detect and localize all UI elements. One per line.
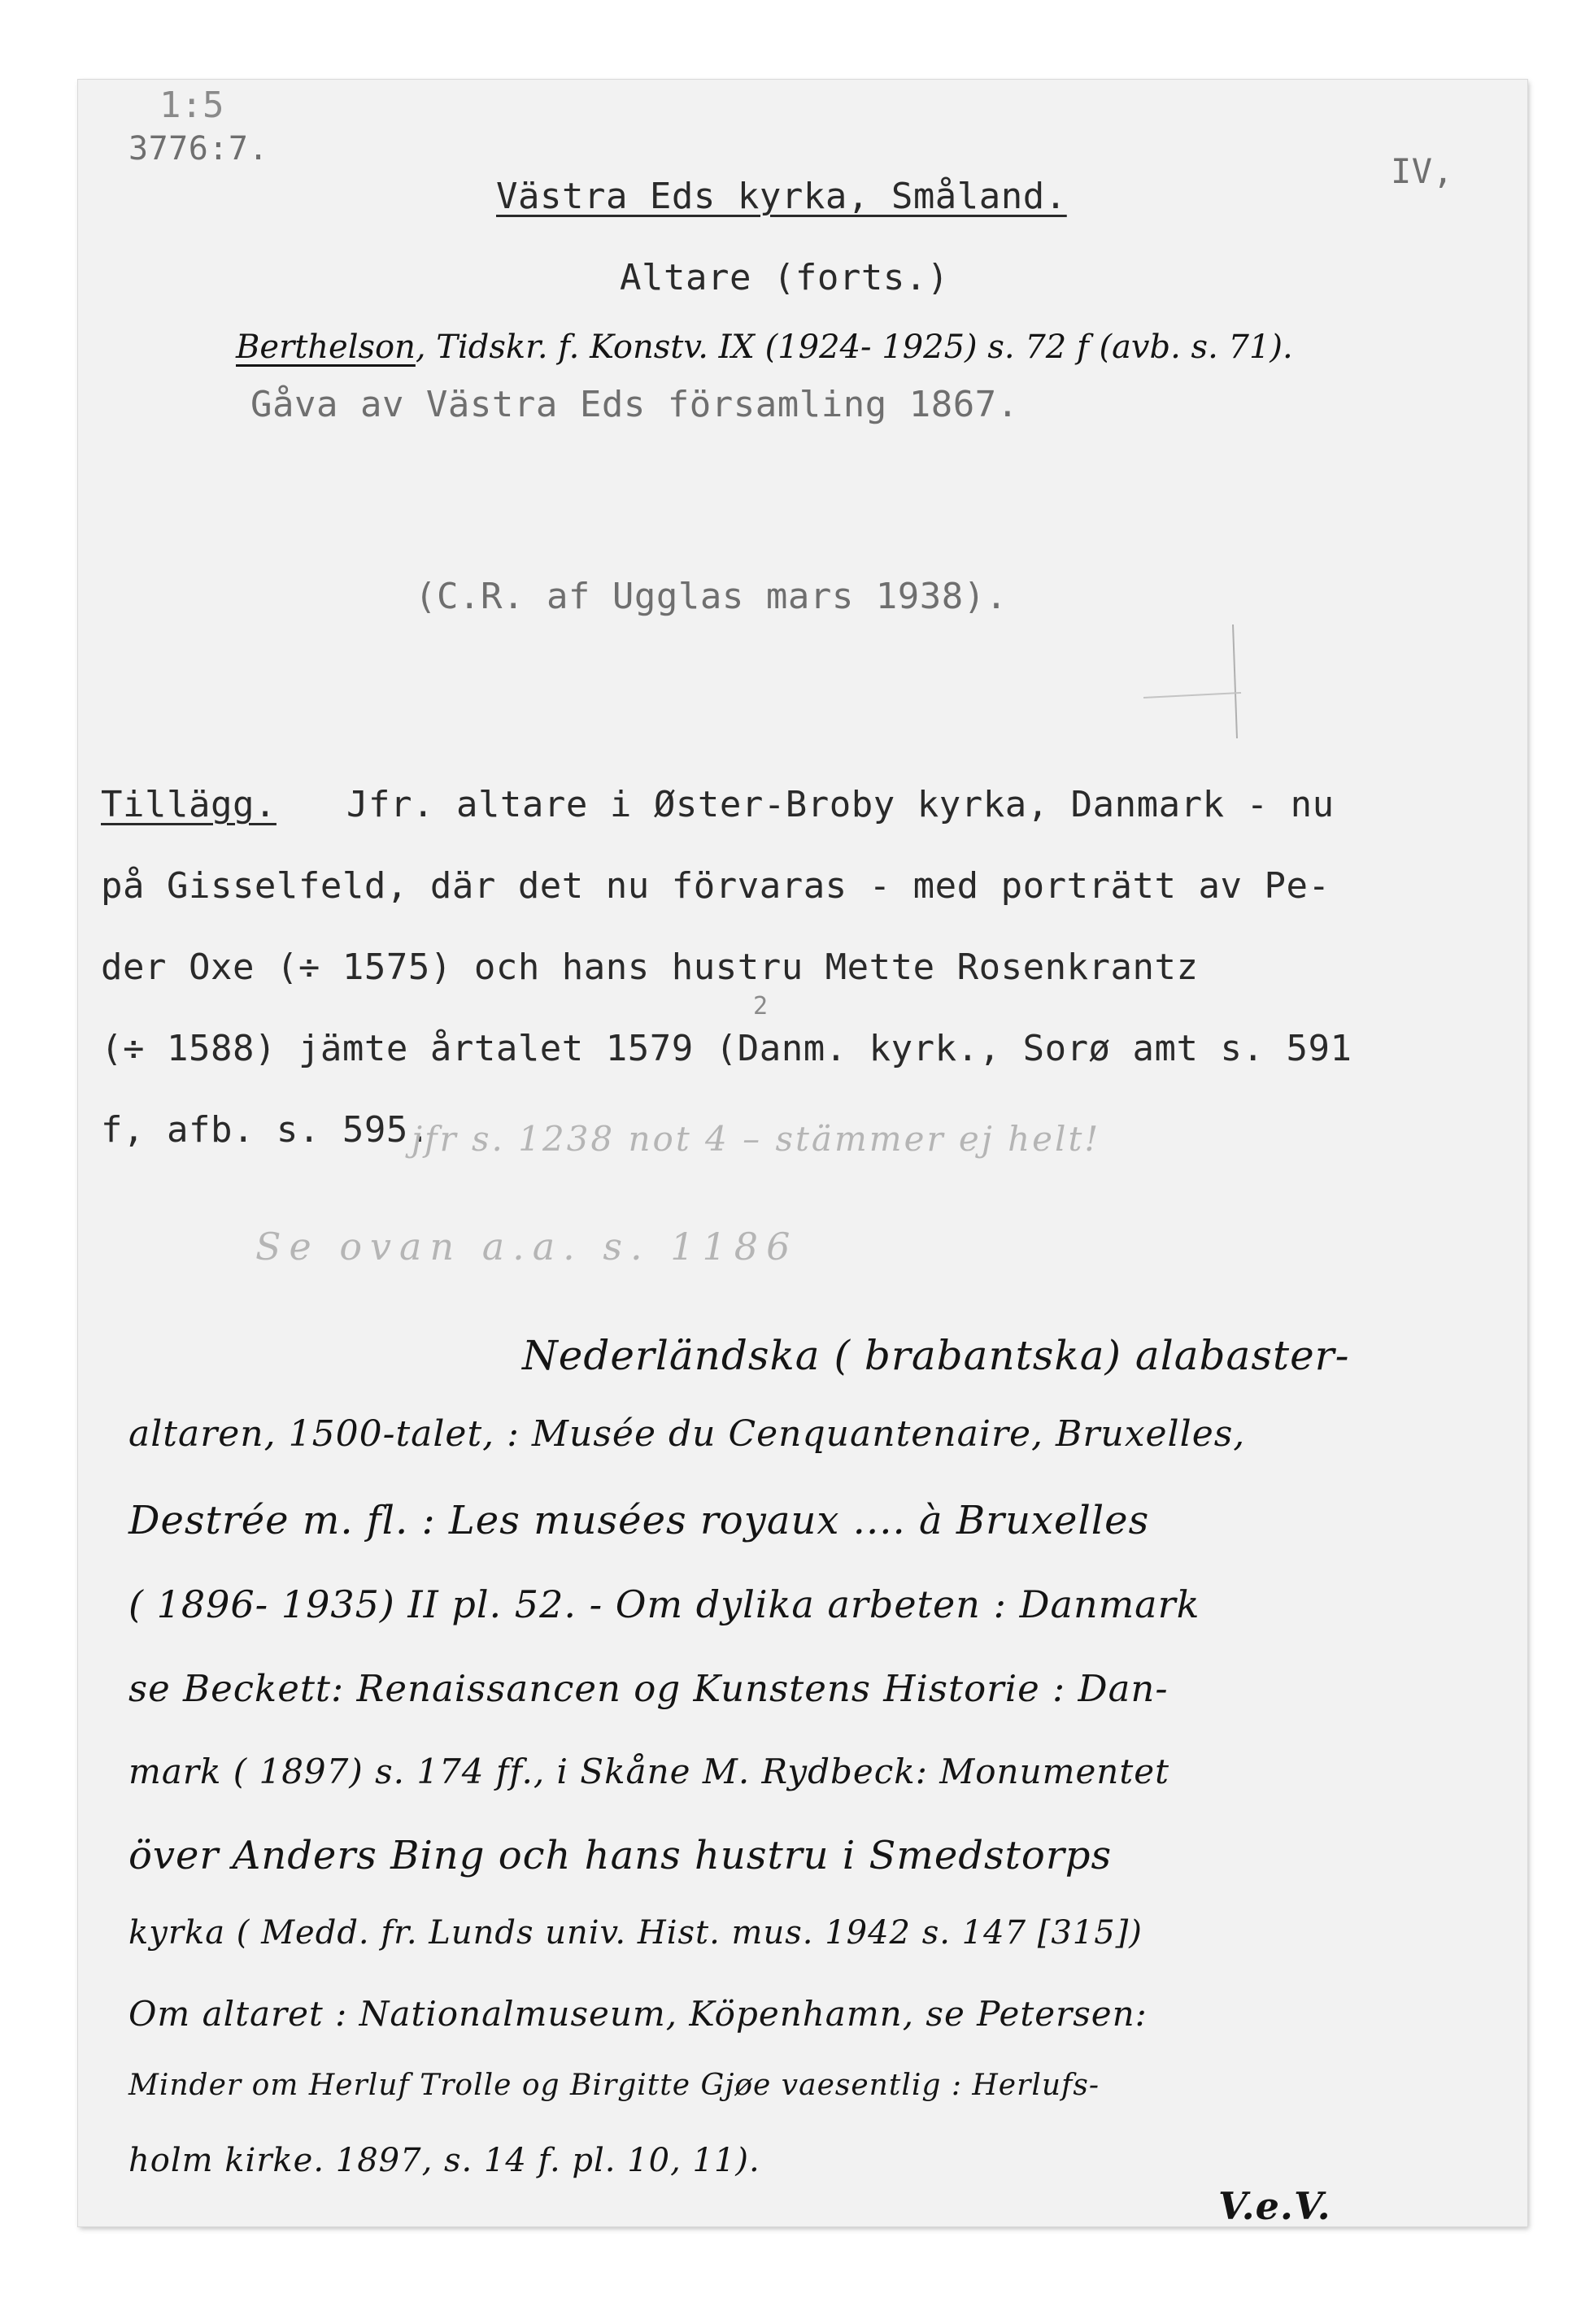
hand-line-3: Destrée m. fl. : Les musées royaux .... à Bruxelles [128, 1498, 1150, 1543]
hand-line-7: över Anders Bing och hans hustru i Smedstorps [128, 1833, 1113, 1878]
pencil-mark-year: 2 [753, 992, 769, 1021]
card-number: IV, [1391, 151, 1454, 191]
tillagg-line-3: der Oxe (÷ 1575) och hans hustru Mette Rosenkrantz [101, 947, 1199, 988]
gift-line: Gåva av Västra Eds församling 1867. [250, 384, 1019, 425]
hand-line-2: altaren, 1500-talet, : Musée du Cenquantenaire, Bruxelles, [128, 1413, 1246, 1455]
pencil-dash [1143, 693, 1241, 698]
tillagg-line-2: på Gisselfeld, där det nu förvaras - med porträtt av Pe- [101, 865, 1331, 907]
tillagg-line-4: (÷ 1588) jämte årtalet 1579 (Danm. kyrk., Sorø amt s. 591 [101, 1028, 1352, 1069]
catalog-card [78, 80, 1527, 2226]
hand-line-6: mark ( 1897) s. 174 ff., i Skåne M. Rydbeck: Monumentet [128, 1752, 1169, 1791]
shelf-mark: 1:5 [159, 85, 224, 126]
tillagg-label-text: Tillägg. [101, 784, 277, 825]
tillagg-line-5: f, afb. s. 595. [101, 1109, 430, 1151]
pencil-tick [1233, 625, 1237, 738]
pencil-see-also: Se ovan a.a. s. 1186 [255, 1225, 799, 1269]
reference-author: Berthelson [236, 329, 416, 366]
signature: V.e.V. [1218, 2184, 1331, 2228]
reference-text: , Tidskr. f. Konstv. IX (1924- 1925) s. 72 f (avb. s. 71). [415, 329, 1293, 366]
card-subtitle: Altare (forts.) [620, 257, 949, 298]
pencil-strokes [1070, 600, 1265, 746]
hand-line-9: Om altaret : Nationalmuseum, Köpenhamn, se Petersen: [128, 1994, 1148, 2034]
catalog-number: 3776:7. [128, 130, 269, 168]
hand-line-4: ( 1896- 1935) II pl. 52. - Om dylika arbeten : Danmark [128, 1582, 1200, 1626]
hand-line-8: kyrka ( Medd. fr. Lunds univ. Hist. mus. 1942 s. 147 [315]) [128, 1914, 1143, 1952]
hand-line-10: Minder om Herluf Trolle og Birgitte Gjøe vaesentlig : Herlufs- [128, 2069, 1100, 2102]
tillagg-label [101, 784, 277, 825]
hand-line-1: Nederländska ( brabantska) alabaster- [522, 1332, 1350, 1379]
reference-line [236, 329, 1293, 366]
tillagg-line-1: Jfr. altare i Øster-Broby kyrka, Danmark - nu [346, 784, 1335, 825]
hand-line-11: holm kirke. 1897, s. 14 f. pl. 10, 11). [128, 2142, 760, 2179]
hand-line-5: se Beckett: Renaissancen og Kunstens Historie : Dan- [128, 1667, 1169, 1710]
card-title: Västra Eds kyrka, Småland. [496, 176, 1067, 217]
pencil-note: jfr s. 1238 not 4 – stämmer ej helt! [412, 1119, 1101, 1159]
credit-line: (C.R. af Ugglas mars 1938). [415, 576, 1008, 617]
